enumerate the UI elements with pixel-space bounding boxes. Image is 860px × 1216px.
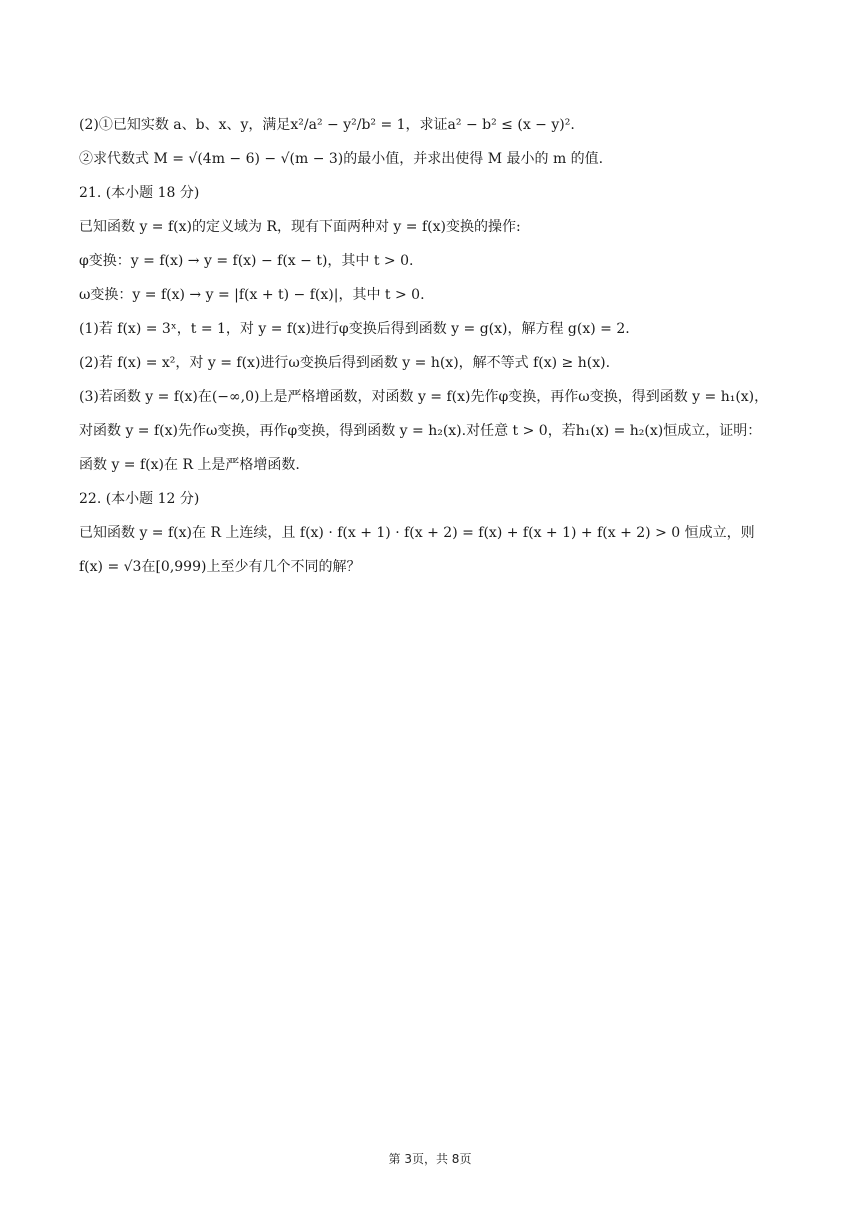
problem-22-line2: f(x) = √3在[0,999)上至少有几个不同的解？ xyxy=(79,559,361,575)
document-content xyxy=(79,108,779,584)
omega-transform-definition: ω变换：y = f(x) → y = |f(x + t) − f(x)|，其中 t > 0. xyxy=(79,287,425,303)
problem-21-heading: 21. (本小题 18 分) xyxy=(79,185,200,201)
problem-21-intro: 已知函数 y = f(x)的定义域为 R，现有下面两种对 y = f(x)变换的操作: xyxy=(79,219,521,235)
problem-21-part1: (1)若 f(x) = 3ˣ，t = 1，对 y = f(x)进行φ变换后得到函数 y = g(x)，解方程 g(x) = 2. xyxy=(79,321,630,337)
phi-transform-definition: φ变换：y = f(x) → y = f(x) − f(x − t)，其中 t > 0. xyxy=(79,253,414,269)
problem-21-part3-line3: 函数 y = f(x)在 R 上是严格增函数. xyxy=(79,457,300,473)
problem-21-part2: (2)若 f(x) = x²，对 y = f(x)进行ω变换后得到函数 y = h(x)，解不等式 f(x) ≥ h(x). xyxy=(79,355,611,371)
problem-22-line1: 已知函数 y = f(x)在 R 上连续，且 f(x) · f(x + 1) · f(x + 2) = f(x) + f(x + 1) + f(x + 2) > 0 恒成立，则 xyxy=(79,525,755,541)
page-footer: 第 3页，共 8页 xyxy=(388,1152,472,1166)
problem-20-part2-sub2: ②求代数式 M = √(4m − 6) − √(m − 3)的最小值，并求出使得 M 最小的 m 的值. xyxy=(79,151,604,167)
problem-22-heading: 22. (本小题 12 分) xyxy=(79,491,200,507)
problem-21-part3-line2: 对函数 y = f(x)先作ω变换，再作φ变换，得到函数 y = h₂(x).对任意 t > 0，若h₁(x) = h₂(x)恒成立，证明： xyxy=(79,423,762,439)
problem-21-part3-line1: (3)若函数 y = f(x)在(−∞,0)上是严格增函数，对函数 y = f(x)先作φ变换，再作ω变换，得到函数 y = h₁(x)， xyxy=(79,389,769,405)
problem-20-part2-sub1: (2)①已知实数 a、b、x、y，满足x²/a² − y²/b² = 1，求证a² − b² ≤ (x − y)². xyxy=(79,117,575,133)
